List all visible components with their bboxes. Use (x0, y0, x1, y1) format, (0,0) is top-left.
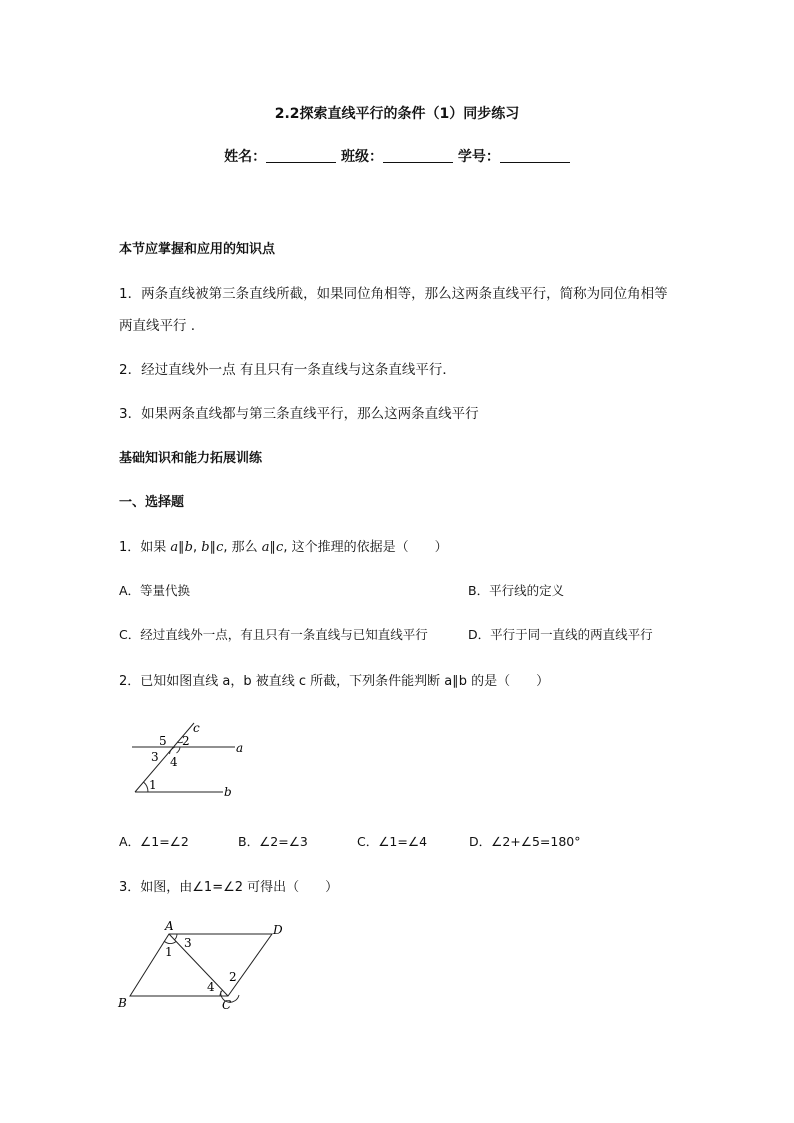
question-1-stem: 1．如果 a∥b, b∥c, 那么 a∥c, 这个推理的依据是（ ） (119, 540, 448, 555)
label-4: 4 (170, 755, 178, 769)
class-blank[interactable] (383, 148, 453, 163)
label-3: 3 (184, 936, 192, 950)
name-blank[interactable] (266, 148, 336, 163)
question-2-option-d[interactable]: D．∠2+∠5=180° (469, 834, 581, 849)
angle-1-arc (144, 782, 149, 792)
angle-1-arc (164, 941, 176, 944)
label-b: b (224, 785, 232, 799)
question-1-option-c[interactable]: C．经过直线外一点，有且只有一条直线与已知直线平行 (119, 627, 428, 642)
label-2: 2 (229, 970, 237, 984)
question-3-stem: 3．如图，由∠1=∠2 可得出（ ） (119, 880, 339, 895)
question-2-stem: 2．已知如图直线 a，b 被直线 c 所截，下列条件能判断 a∥b 的是（ ） (119, 674, 550, 689)
diagonal-ac (169, 934, 228, 996)
label-a: a (236, 741, 244, 755)
name-label: 姓名： (224, 149, 267, 165)
label-B: B (118, 996, 127, 1010)
label-4: 4 (207, 980, 215, 994)
label-1: 1 (165, 945, 173, 959)
label-1: 1 (149, 778, 157, 792)
question-2-option-a[interactable]: A．∠1=∠2 (119, 834, 189, 849)
angle-4-arc (177, 747, 181, 753)
question-2-option-c[interactable]: C．∠1=∠4 (357, 834, 428, 849)
knowledge-item-1-line-1: 1．两条直线被第三条直线所截，如果同位角相等，那么这两条直线平行，简称为同位角相等 (119, 286, 668, 302)
label-A: A (165, 919, 174, 933)
knowledge-item-3: 3．如果两条直线都与第三条直线平行，那么这两条直线平行 (119, 406, 479, 422)
question-2-figure (125, 716, 245, 802)
question-2-option-b[interactable]: B．∠2=∠3 (238, 834, 308, 849)
id-label: 学号： (457, 149, 500, 165)
document-title: 2.2探索直线平行的条件（1）同步练习 (274, 106, 520, 122)
label-5: 5 (159, 734, 167, 748)
training-heading: 基础知识和能力拓展训练 (119, 451, 263, 466)
question-1-option-d[interactable]: D．平行于同一直线的两直线平行 (468, 627, 653, 642)
knowledge-item-1-line-2: 两直线平行 . (119, 318, 196, 334)
label-C: C (222, 998, 232, 1012)
question-1-option-b[interactable]: B．平行线的定义 (468, 583, 565, 598)
question-3-figure (115, 917, 295, 1014)
class-label: 班级： (341, 149, 383, 165)
knowledge-item-2: 2．经过直线外一点 有且只有一条直线与这条直线平行． (119, 362, 456, 378)
label-2: 2 (182, 734, 190, 748)
knowledge-heading: 本节应掌握和应用的知识点 (119, 242, 276, 257)
angle-3-arc (175, 934, 178, 940)
section-title: 一、选择题 (119, 495, 185, 510)
student-info-line (0, 146, 794, 166)
id-blank[interactable] (500, 148, 570, 163)
label-D: D (273, 923, 283, 937)
label-c: c (193, 721, 200, 735)
parallelogram-abcd (130, 934, 272, 996)
question-1-option-a[interactable]: A．等量代换 (119, 583, 191, 598)
label-3: 3 (151, 750, 159, 764)
